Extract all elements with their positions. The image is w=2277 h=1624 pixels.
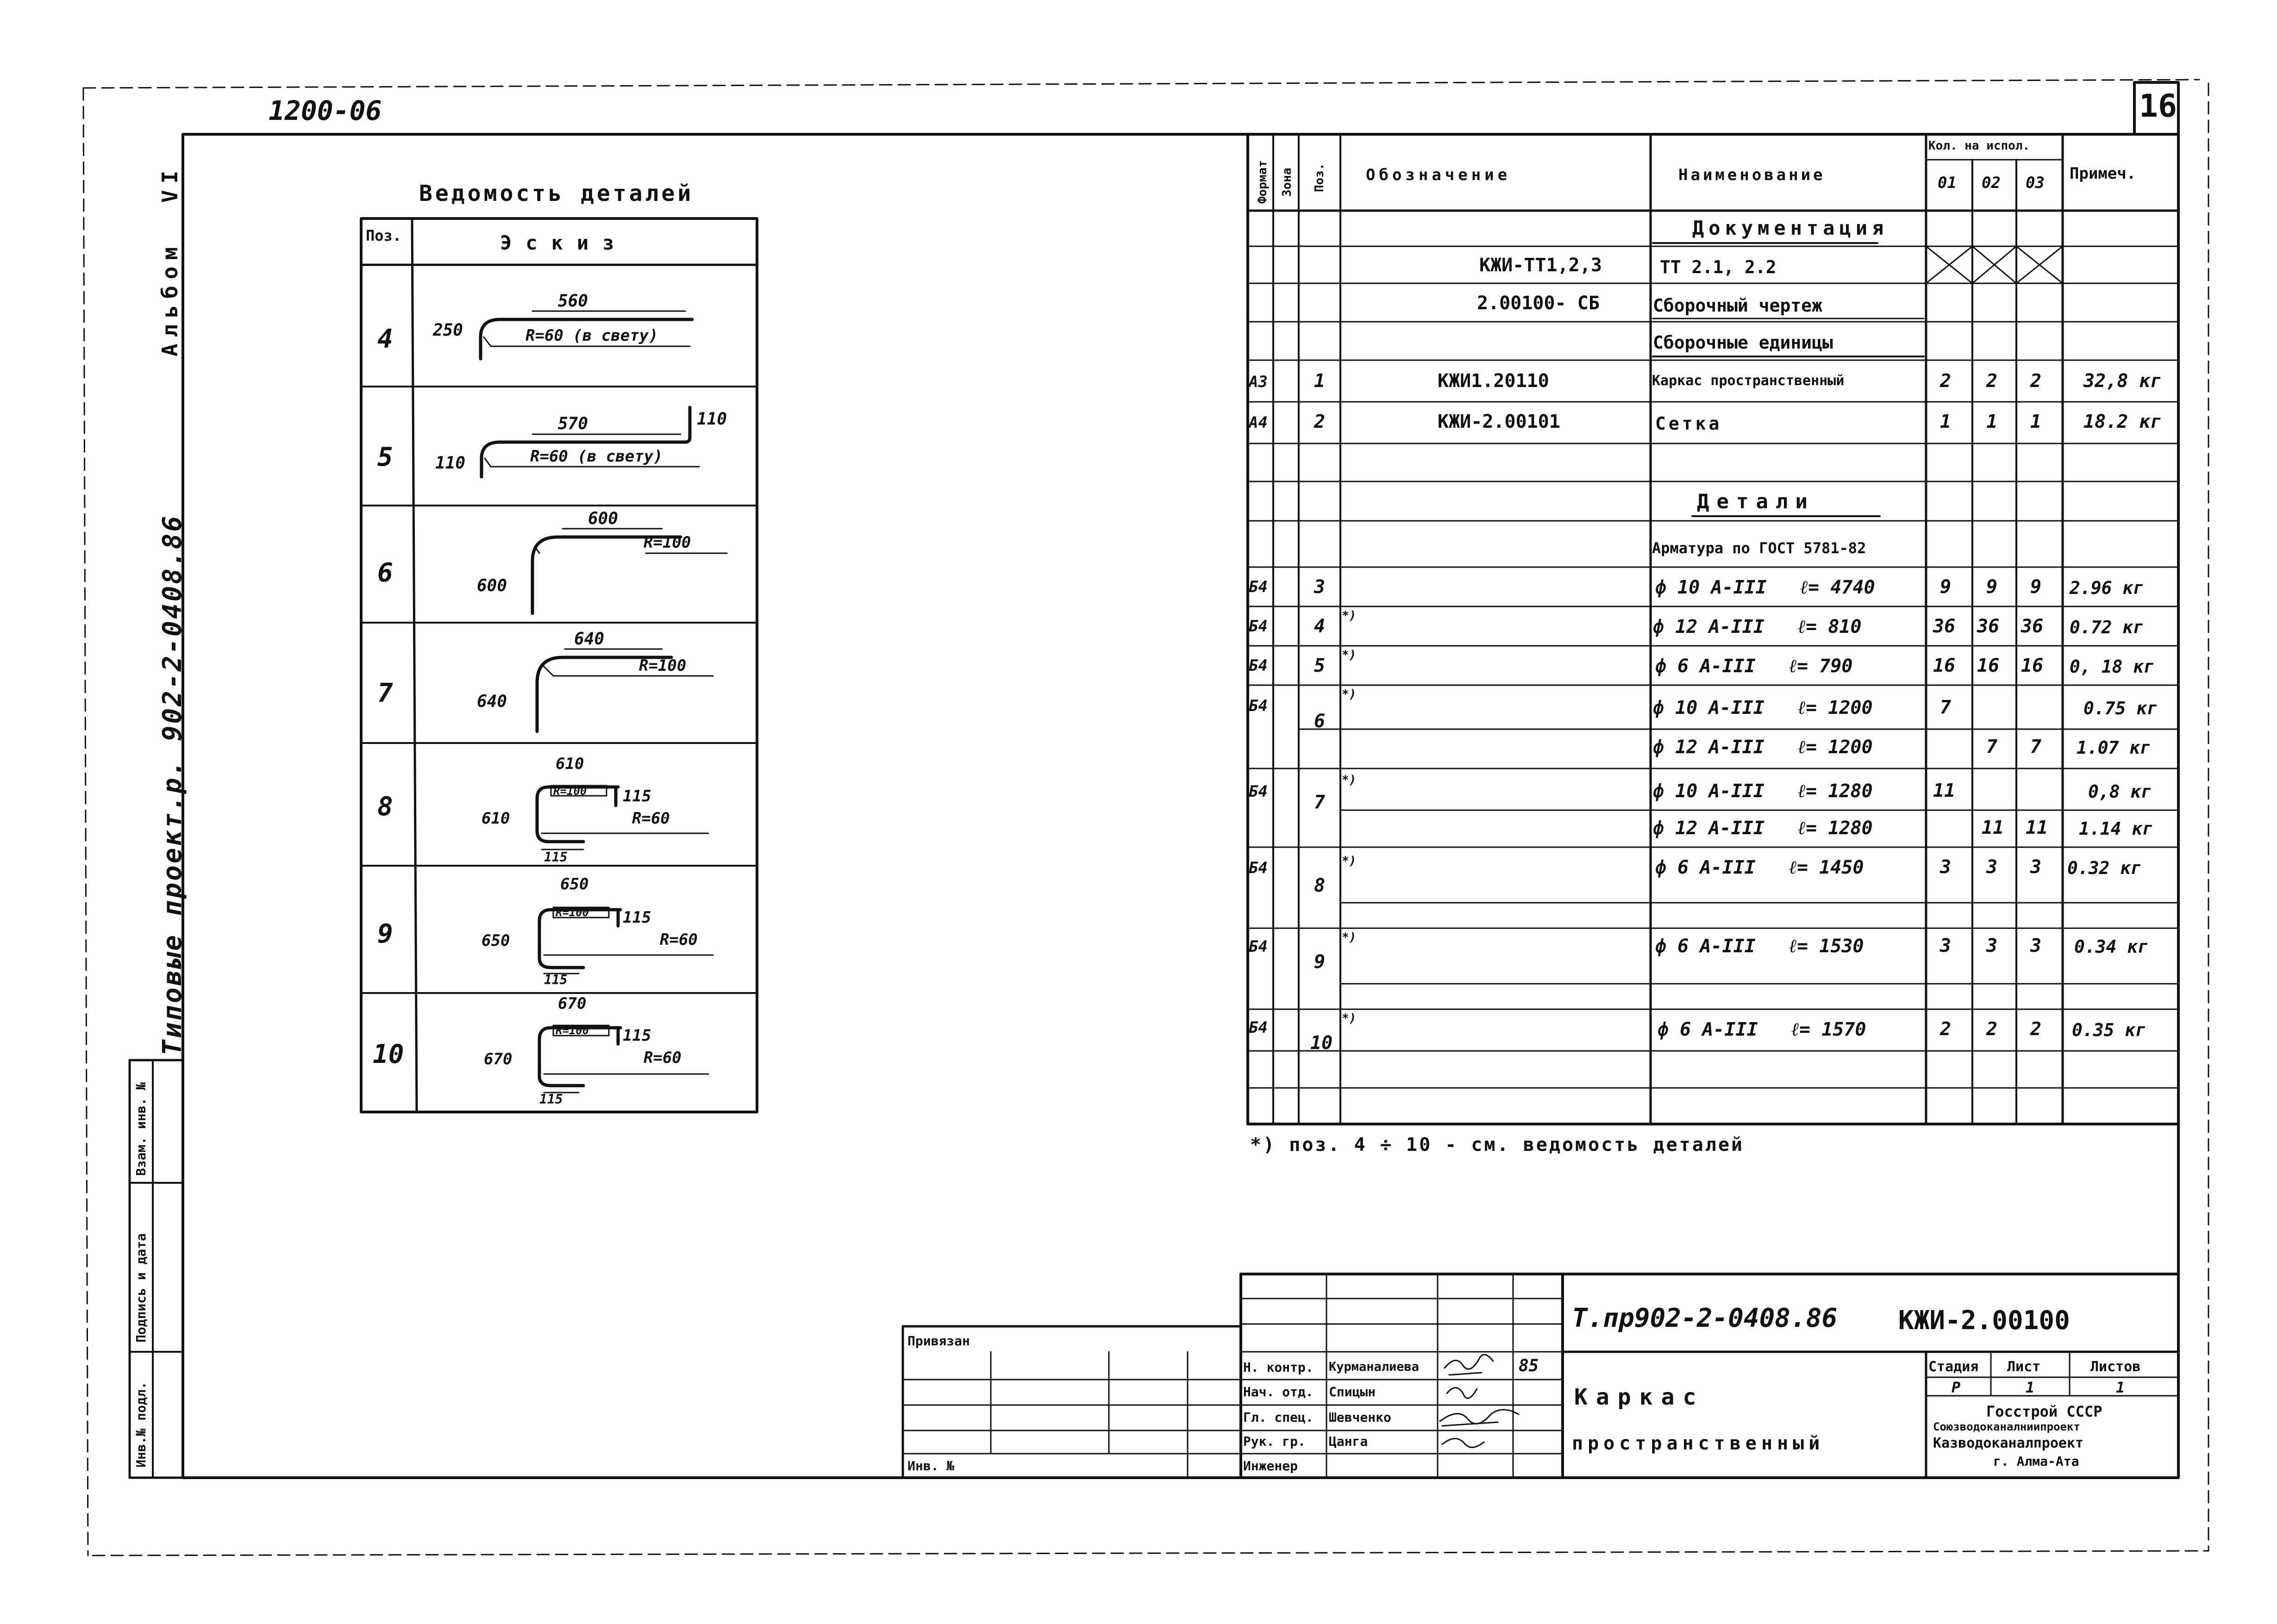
spec-format: Б4 bbox=[1249, 697, 1268, 715]
spec-col-designation: Обозначение bbox=[1366, 166, 1511, 184]
spec-q3: 16 bbox=[2021, 655, 2044, 676]
sheets-label: Листов bbox=[2090, 1359, 2141, 1375]
detail-dim: 650 bbox=[560, 875, 589, 893]
detail-dim: R=100 bbox=[639, 656, 687, 675]
detail-pos: 7 bbox=[377, 678, 393, 708]
spec-q1: 3 bbox=[1940, 935, 1952, 956]
spec-note: 2.96 кг bbox=[2070, 578, 2144, 598]
spec-name: Сетка bbox=[1655, 413, 1722, 434]
detail-dim: 600 bbox=[588, 509, 619, 528]
spec-q2: 1 bbox=[1986, 411, 1998, 432]
org-line-2: Союзводоканалниипроект bbox=[1933, 1420, 2080, 1433]
spec-pos: 10 bbox=[1310, 1032, 1333, 1054]
spec-q1: 9 bbox=[1940, 576, 1952, 598]
spec-footnote-mark: *) bbox=[1342, 1012, 1357, 1025]
spec-section-details: Детали bbox=[1697, 490, 1815, 513]
album-label bbox=[157, 164, 182, 356]
spec-pos: 4 bbox=[1314, 616, 1326, 637]
role-label: Н. контр. bbox=[1243, 1360, 1314, 1375]
spec-footnote-mark: *) bbox=[1342, 773, 1357, 787]
detail-dim: R=100 bbox=[644, 533, 691, 552]
detail-pos: 5 bbox=[377, 442, 393, 472]
detail-dim: 115 bbox=[544, 972, 568, 987]
spec-name: ф 6 А-III ℓ= 790 bbox=[1655, 656, 1853, 677]
spec-format: Б4 bbox=[1249, 656, 1268, 675]
spec-format: Б4 bbox=[1249, 617, 1268, 636]
spec-col-q03: 03 bbox=[2026, 174, 2045, 192]
spec-name: Сборочный чертеж bbox=[1653, 295, 1823, 316]
spec-format: Б4 bbox=[1249, 859, 1268, 877]
spec-col-format: Формат bbox=[1256, 160, 1270, 204]
detail-dim: R=60 (в свету) bbox=[530, 447, 663, 466]
detail-dim: 600 bbox=[477, 576, 507, 595]
spec-note: 32,8 кг bbox=[2083, 370, 2162, 392]
role-label: Нач. отд. bbox=[1243, 1384, 1314, 1399]
spec-q2: 11 bbox=[1982, 817, 2004, 838]
inv-no-label: Инв. № bbox=[907, 1458, 955, 1474]
spec-pos: 3 bbox=[1314, 576, 1326, 598]
spec-name: ф 6 А-III ℓ= 1570 bbox=[1658, 1019, 1866, 1040]
detail-dim: 250 bbox=[433, 321, 463, 340]
detail-pos: 9 bbox=[377, 919, 393, 949]
spec-name: ф 12 А-III ℓ= 1200 bbox=[1653, 737, 1873, 758]
detail-dim: 610 bbox=[482, 809, 510, 828]
org-line-1: Госстрой СССР bbox=[1986, 1403, 2102, 1420]
detail-dim: 115 bbox=[623, 787, 651, 806]
detail-dim: 640 bbox=[477, 692, 507, 711]
spec-q3: 2 bbox=[2030, 1018, 2042, 1040]
spec-note: 0.35 кг bbox=[2072, 1020, 2146, 1040]
detail-dim: R=60 bbox=[632, 809, 670, 828]
spec-q3: 3 bbox=[2030, 856, 2042, 878]
spec-designation: КЖИ-2.00101 bbox=[1438, 411, 1560, 432]
spec-col-name: Наименование bbox=[1678, 166, 1826, 184]
object-name-line2: пространственный bbox=[1572, 1433, 1825, 1454]
org-line-4: г. Алма-Ата bbox=[1993, 1454, 2079, 1469]
spec-note: 1.14 кг bbox=[2079, 818, 2153, 839]
spec-name: ТТ 2.1, 2.2 bbox=[1660, 257, 1777, 277]
spec-note: 0.75 кг bbox=[2083, 698, 2158, 718]
spec-name: ф 10 А-III ℓ= 1200 bbox=[1653, 697, 1873, 718]
sheet-value: 1 bbox=[2026, 1379, 2035, 1396]
spec-note: 0,8 кг bbox=[2088, 781, 2152, 802]
detail-dim: 670 bbox=[484, 1050, 513, 1068]
stamp-replaced-inv: Взам. инв. № bbox=[133, 1082, 149, 1176]
detail-dim: 110 bbox=[697, 410, 727, 429]
spec-name: ф 10 А-III ℓ= 1280 bbox=[1653, 781, 1873, 802]
person-name: Шевченко bbox=[1329, 1410, 1391, 1425]
spec-pos: 2 bbox=[1314, 411, 1326, 432]
detail-pos: 4 bbox=[377, 324, 393, 354]
spec-col-q02: 02 bbox=[1982, 174, 2001, 192]
spec-q2: 7 bbox=[1986, 736, 1998, 757]
object-name-line1: Каркас bbox=[1574, 1384, 1705, 1410]
org-line-3: Казводоканалпроект bbox=[1933, 1435, 2084, 1451]
stamp-inv-no: Инв.№ подл. bbox=[133, 1381, 149, 1468]
spec-name: Каркас пространственный bbox=[1652, 373, 1845, 389]
spec-q2: 36 bbox=[1977, 616, 2000, 637]
project-code: Т.пр902-2-0408.86 bbox=[1572, 1303, 1838, 1333]
spec-format: Б4 bbox=[1249, 578, 1268, 596]
sheet-code: 1200-06 bbox=[269, 95, 382, 126]
spec-q1: 11 bbox=[1933, 780, 1956, 801]
details-col-pos: Поз. bbox=[366, 227, 402, 244]
spec-q1: 16 bbox=[1933, 655, 1956, 676]
spec-pos: 9 bbox=[1314, 951, 1326, 973]
tied-to-label: Привязан bbox=[907, 1333, 970, 1349]
spec-name: ф 10 А-III ℓ= 4740 bbox=[1655, 577, 1875, 598]
spec-footnote-mark: *) bbox=[1342, 854, 1357, 868]
spec-pos: 8 bbox=[1314, 875, 1326, 896]
detail-dim: 570 bbox=[558, 414, 588, 433]
detail-dim: 115 bbox=[623, 908, 651, 927]
stamp-signature-date: Подпись и дата bbox=[133, 1233, 149, 1343]
spec-pos: 1 bbox=[1314, 370, 1326, 392]
spec-section-rebar: Арматура по ГОСТ 5781-82 bbox=[1652, 539, 1866, 557]
spec-note: 0.34 кг bbox=[2074, 937, 2149, 957]
detail-dim: R=100 bbox=[556, 1024, 589, 1037]
details-col-sketch: Эскиз bbox=[500, 231, 628, 254]
sheets-value: 1 bbox=[2116, 1379, 2125, 1396]
detail-dim: 650 bbox=[482, 931, 510, 950]
person-name: Спицын bbox=[1329, 1384, 1376, 1399]
spec-q1: 1 bbox=[1940, 411, 1952, 432]
spec-q3: 7 bbox=[2030, 736, 2042, 757]
spec-col-zone: Зона bbox=[1280, 168, 1294, 197]
spec-note: 1.07 кг bbox=[2077, 737, 2151, 758]
person-name: Курманалиева bbox=[1329, 1360, 1420, 1374]
spec-q3: 1 bbox=[2030, 411, 2042, 432]
detail-dim: R=100 bbox=[553, 785, 587, 798]
spec-q2: 16 bbox=[1977, 655, 2000, 676]
spec-q3: 9 bbox=[2030, 576, 2042, 598]
detail-dim: 115 bbox=[544, 849, 568, 865]
spec-footnote-mark: *) bbox=[1342, 609, 1357, 623]
spec-col-note: Примеч. bbox=[2070, 164, 2136, 183]
spec-footnote: *) поз. 4 ÷ 10 - см. ведомость деталей bbox=[1250, 1134, 1745, 1156]
spec-note: 0, 18 кг bbox=[2070, 656, 2155, 677]
person-name: Цанга bbox=[1329, 1434, 1368, 1449]
stage-label: Стадия bbox=[1928, 1359, 1979, 1375]
spec-format: А4 bbox=[1249, 413, 1268, 432]
spec-q1: 36 bbox=[1933, 616, 1956, 637]
spec-col-qty: Кол. на испол. bbox=[1928, 139, 2030, 153]
spec-format: А3 bbox=[1249, 373, 1268, 391]
details-schedule-title: Ведомость деталей bbox=[419, 181, 694, 206]
spec-q1: 2 bbox=[1940, 1018, 1952, 1040]
spec-designation: КЖИ-ТТ1,2,3 bbox=[1479, 255, 1602, 276]
spec-format: Б4 bbox=[1249, 782, 1268, 801]
spec-q2: 2 bbox=[1986, 370, 1998, 392]
detail-dim: 115 bbox=[539, 1092, 563, 1107]
detail-dim: 110 bbox=[435, 454, 466, 473]
detail-dim: R=100 bbox=[556, 906, 589, 919]
spec-col-pos: Поз. bbox=[1313, 163, 1326, 192]
spec-q2: 9 bbox=[1986, 576, 1998, 598]
detail-dim: R=60 bbox=[644, 1049, 682, 1067]
detail-dim: 640 bbox=[574, 630, 605, 649]
spec-name: ф 6 А-III ℓ= 1530 bbox=[1655, 936, 1864, 957]
spec-pos: 5 bbox=[1314, 655, 1326, 676]
sheet-label: Лист bbox=[2007, 1359, 2041, 1375]
spec-footnote-mark: *) bbox=[1342, 648, 1357, 662]
spec-q1: 7 bbox=[1940, 697, 1952, 718]
spec-designation: КЖИ1.20110 bbox=[1438, 370, 1549, 392]
spec-footnote-mark: *) bbox=[1342, 931, 1357, 944]
stage-value: Р bbox=[1952, 1379, 1961, 1396]
spec-pos: 7 bbox=[1314, 792, 1326, 813]
spec-q2: 2 bbox=[1986, 1018, 1998, 1040]
spec-q1: 3 bbox=[1940, 856, 1952, 878]
spec-note: 0.32 кг bbox=[2067, 858, 2142, 878]
doc-code: КЖИ-2.00100 bbox=[1898, 1305, 2070, 1336]
date-mark: 85 bbox=[1519, 1356, 1539, 1375]
page-number: 16 bbox=[2139, 88, 2177, 125]
detail-pos: 6 bbox=[377, 558, 393, 588]
spec-format: Б4 bbox=[1249, 1018, 1268, 1037]
album-label-text: Альбом bbox=[157, 240, 182, 356]
spec-pos: 6 bbox=[1314, 711, 1326, 732]
spec-footnote-mark: *) bbox=[1342, 687, 1357, 701]
detail-dim: R=60 bbox=[660, 931, 698, 949]
role-label: Рук. гр. bbox=[1243, 1434, 1306, 1449]
detail-pos: 8 bbox=[377, 792, 393, 822]
spec-note: 0.72 кг bbox=[2070, 617, 2144, 637]
spec-section-documentation: Документация bbox=[1692, 217, 1889, 239]
spec-note: 18.2 кг bbox=[2083, 411, 2162, 432]
role-label: Инженер bbox=[1243, 1458, 1298, 1474]
detail-dim: 610 bbox=[556, 755, 584, 773]
detail-dim: 115 bbox=[623, 1026, 651, 1045]
spec-col-q01: 01 bbox=[1938, 174, 1957, 192]
spec-designation: 2.00100- СБ bbox=[1477, 293, 1600, 314]
spec-q2: 3 bbox=[1986, 935, 1998, 956]
spec-q3: 36 bbox=[2021, 616, 2044, 637]
project-label: Типовые проект.р. 902-2-0408.86 bbox=[157, 514, 188, 1056]
spec-name: ф 12 А-III ℓ= 1280 bbox=[1653, 818, 1873, 839]
detail-pos: 10 bbox=[373, 1039, 404, 1069]
detail-dim: 670 bbox=[558, 994, 587, 1013]
spec-section-assembly-units: Сборочные единицы bbox=[1653, 332, 1833, 353]
album-number: VI bbox=[157, 164, 182, 203]
spec-q1: 2 bbox=[1940, 370, 1952, 392]
spec-format: Б4 bbox=[1249, 937, 1268, 956]
spec-name: ф 6 А-III ℓ= 1450 bbox=[1655, 857, 1864, 878]
detail-dim: 560 bbox=[558, 292, 588, 311]
spec-name: ф 12 А-III ℓ= 810 bbox=[1653, 616, 1862, 637]
spec-q3: 3 bbox=[2030, 935, 2042, 956]
role-label: Гл. спец. bbox=[1243, 1410, 1314, 1425]
spec-q3: 2 bbox=[2030, 370, 2042, 392]
spec-q2: 3 bbox=[1986, 856, 1998, 878]
detail-dim: R=60 (в свету) bbox=[525, 326, 658, 345]
spec-q3: 11 bbox=[2026, 817, 2048, 838]
